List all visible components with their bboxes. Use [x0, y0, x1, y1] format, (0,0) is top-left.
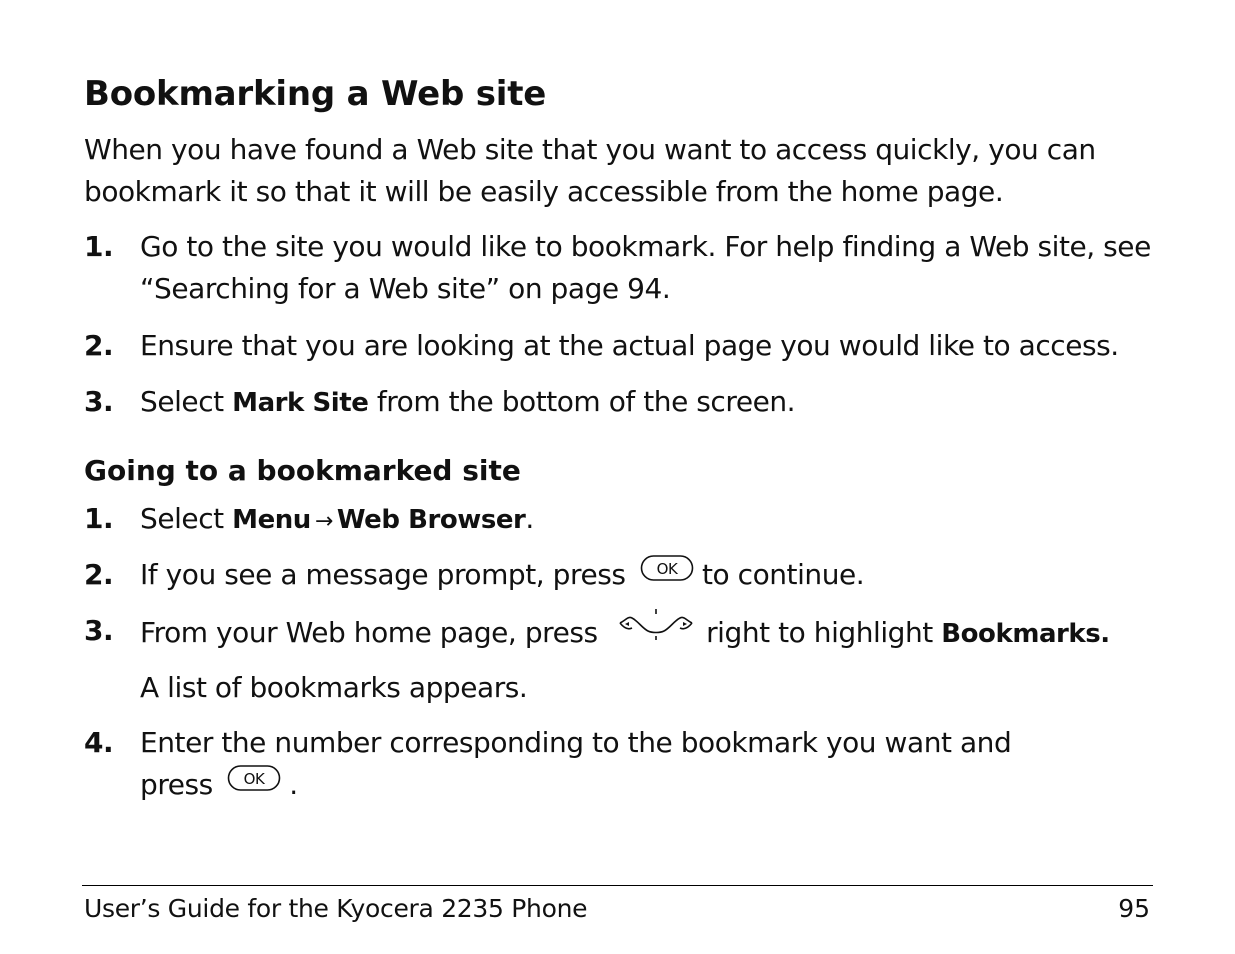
ok-key-icon — [640, 552, 694, 594]
goto-step-3 — [84, 610, 1164, 658]
step-text-pre: If you see a message prompt, press — [140, 558, 626, 591]
intro-paragraph: When you have found a Web site that you want to access quickly, you can bookmark it so that it will be easily accessible from the home page. — [84, 133, 1096, 208]
step-number: 3. — [84, 385, 114, 418]
menu-label: Menu — [232, 505, 311, 535]
bookmarks-label: Bookmarks. — [941, 619, 1110, 649]
bookmark-step-2 — [84, 325, 1164, 367]
step-text-pre: From your Web home page, press — [140, 616, 598, 649]
page-number: 95 — [1118, 894, 1150, 923]
footer-guide-title: User’s Guide for the Kyocera 2235 Phone — [84, 894, 588, 923]
svg-text:OK: OK — [243, 770, 265, 788]
step-text: Go to the site you would like to bookmark. For help finding a Web site, see “Searching for a Web site” on page 94. — [140, 230, 1151, 305]
step-text-pre: Select — [140, 385, 233, 418]
bookmark-step-3 — [84, 381, 1164, 424]
step-text-post: . — [525, 502, 534, 535]
web-browser-label: Web Browser — [336, 505, 526, 535]
right-arrow-icon: → — [314, 509, 333, 534]
step-text — [140, 554, 1164, 597]
step-number: 1. — [84, 502, 114, 535]
step-text-line1: Enter the number corresponding to the bookmark you want and — [140, 726, 1012, 759]
footer-divider — [82, 885, 1153, 886]
step-text-pre: press — [140, 768, 213, 801]
step-text — [140, 381, 1164, 424]
step-number: 2. — [84, 558, 114, 591]
goto-step-1 — [84, 498, 1164, 543]
step-number: 2. — [84, 329, 114, 362]
step-text-mid: right to highlight — [706, 616, 942, 649]
step-text: Ensure that you are looking at the actual page you would like to access. — [140, 329, 1119, 362]
step-text-post: to continue. — [701, 558, 865, 591]
step-text — [140, 610, 1164, 658]
goto-step-2 — [84, 554, 1164, 597]
step-number: 1. — [84, 230, 114, 263]
ok-key-icon — [227, 762, 281, 804]
mark-site-label: Mark Site — [232, 388, 369, 418]
navigation-key-icon — [616, 606, 696, 654]
step-number: 3. — [84, 614, 114, 647]
step-text-post: . — [289, 768, 298, 801]
step-number: 4. — [84, 726, 114, 759]
step-text-post: from the bottom of the screen. — [368, 385, 796, 418]
step-text — [140, 722, 1164, 807]
section-title: Bookmarking a Web site — [84, 74, 547, 114]
svg-text:OK: OK — [656, 560, 678, 578]
goto-step-4 — [84, 722, 1164, 807]
bookmarks-note: A list of bookmarks appears. — [140, 671, 528, 704]
step-text-pre: Select — [140, 502, 233, 535]
bookmark-step-1 — [84, 226, 1164, 310]
subsection-title: Going to a bookmarked site — [84, 454, 521, 487]
step-text — [140, 498, 1164, 543]
